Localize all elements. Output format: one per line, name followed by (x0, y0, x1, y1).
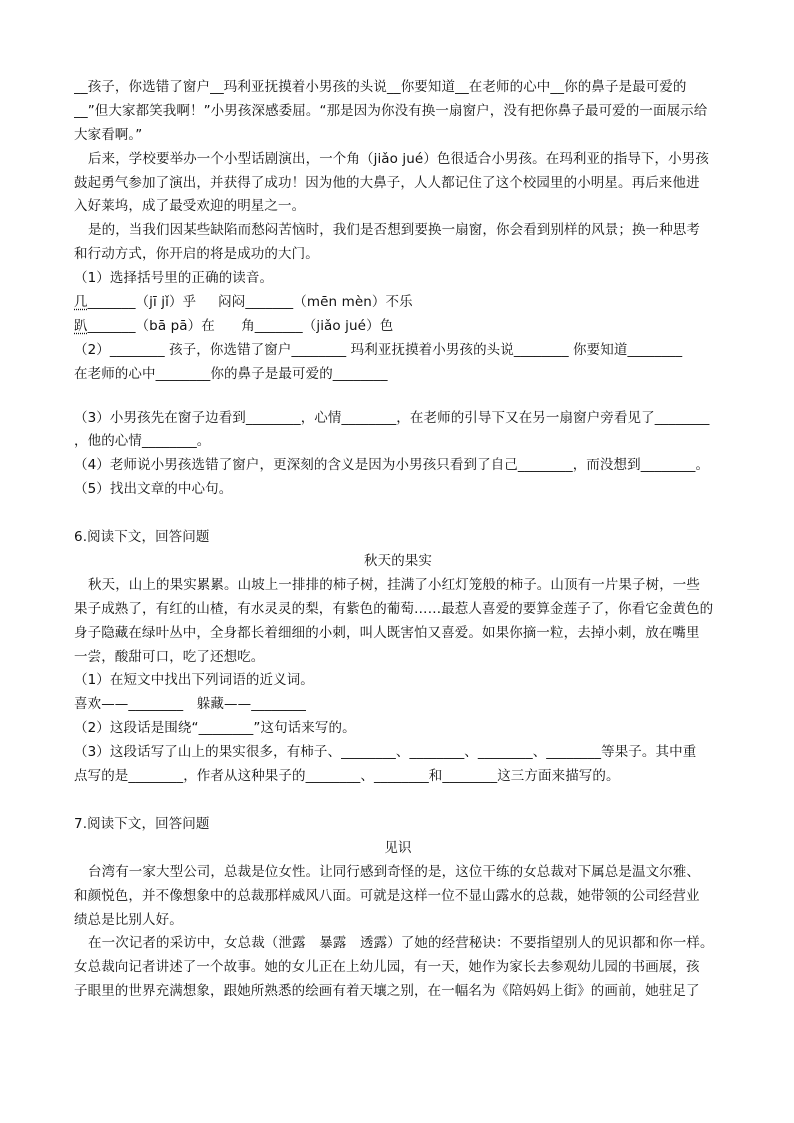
target-char: 几 (74, 294, 88, 311)
synonym-blanks[interactable]: 喜欢——________ 躲藏——________ (74, 696, 306, 713)
question-1-row-2 (74, 315, 722, 339)
pinyin-blank[interactable]: 闷闷_______（mēn mèn）不乐 (218, 294, 413, 311)
question-3-line[interactable]: ，他的心情________。 (74, 433, 211, 450)
question-1-title: （1）选择括号里的正确的读音。 (74, 270, 274, 287)
passage-line: __”但大家都笑我啊！”小男孩深感委屈。“那是因为你没有换一扇窗户，没有把你鼻子最可爱的一面展示给 (74, 102, 708, 119)
passage-line: 绩总是比别人好。 (74, 911, 183, 928)
passage-line: 大家看啊。” (74, 126, 143, 143)
section-7-heading: 7.阅读下文，回答问题 (74, 815, 210, 832)
passage-line: 后来，学校要举办一个小型话剧演出，一个角（jiǎo jué）色很适合小男孩。在玛利亚的指导下，小男孩 (88, 150, 709, 167)
question-3-line[interactable]: （3）这段话写了山上的果实很多，有柿子、________、________、________、________等果子。其中重 (74, 744, 697, 761)
passage-line: 入好莱坞，成了最受欢迎的明星之一。 (74, 198, 306, 215)
passage-line: 女总裁向记者讲述了一个故事。她的女儿正在上幼儿园，有一天，她作为家长去参观幼儿园的书画展，孩 (74, 959, 700, 976)
target-char: 趴 (74, 317, 88, 334)
pinyin-blank[interactable]: 角_______（jiǎo jué）色 (241, 317, 394, 334)
question-3-line[interactable]: 点写的是________，作者从这种果子的________、________和________这三方面来描写的。 (74, 768, 620, 785)
passage-line: 果子成熟了，有红的山楂，有水灵灵的梨，有紫色的葡萄……最惹人喜爱的要算金莲子了，你看它金黄色的 (74, 600, 714, 617)
section-6-title: 秋天的果实 (364, 553, 432, 570)
question-2-line[interactable]: 在老师的心中________你的鼻子是最可爱的________ (74, 365, 388, 382)
question-5: （5）找出文章的中心句。 (74, 481, 233, 498)
passage-line: 是的，当我们因某些缺陷而愁闷苦恼时，我们是否想到要换一扇窗，你会看到别样的风景；换一种思考 (88, 222, 700, 239)
pinyin-blank[interactable]: _______（bā pā）在 (87, 317, 215, 334)
question-4[interactable]: （4）老师说小男孩选错了窗户，更深刻的含义是因为小男孩只看到了自己________，而没想到________。 (74, 457, 710, 474)
passage-line: 身子隐藏在绿叶丛中，全身都长着细细的小刺，叫人既害怕又喜爱。如果你摘一粒，去掉小刺，放在嘴里 (74, 624, 700, 641)
passage-line: 和颜悦色，并不像想象中的总裁那样威风八面。可就是这样一位不显山露水的总裁，她带领的公司经营业 (74, 887, 700, 904)
section-7-title: 见识 (384, 839, 412, 856)
question-2[interactable]: （2）这段话是围绕“________”这句话来写的。 (74, 720, 356, 737)
passage-line: 台湾有一家大型公司，总裁是位女性。让同行感到奇怪的是，这位干练的女总裁对下属总是温文尔雅、 (88, 863, 700, 880)
passage-line: 子眼里的世界充满想象，跟她所熟悉的绘画有着天壤之别，在一幅名为《陪妈妈上街》的画前，她驻足了 (74, 983, 700, 1000)
passage-line: 一尝，酸甜可口，吃了还想吃。 (74, 648, 265, 665)
passage-line: 鼓起勇气参加了演出，并获得了成功！因为他的大鼻子，人人都记住了这个校园里的小明星。再后来他进 (74, 174, 700, 191)
section-6-heading: 6.阅读下文，回答问题 (74, 529, 210, 546)
passage-line: 在一次记者的采访中，女总裁（泄露 暴露 透露）了她的经营秘诀：不要指望别人的见识都和你一样。 (88, 935, 714, 952)
pinyin-blank[interactable]: _______（jī jǐ）乎 (87, 294, 197, 311)
question-1-title: （1）在短文中找出下列词语的近义词。 (74, 672, 314, 689)
question-2-line[interactable]: （2）________ 孩子，你选错了窗户________ 玛利亚抚摸着小男孩的头说________ 你要知道________ (74, 341, 683, 358)
question-1-row-1 (74, 291, 722, 315)
question-3-line[interactable]: （3）小男孩先在窗子边看到________，心情________，在老师的引导下又在另一扇窗户旁看见了________ (74, 409, 710, 426)
worksheet-page (74, 76, 722, 1004)
passage-line: 秋天，山上的果实累累。山坡上一排排的柿子树，挂满了小红灯笼般的柿子。山顶有一片果子树，一些 (88, 576, 700, 593)
passage-line: __孩子，你选错了窗户__玛利亚抚摸着小男孩的头说__你要知道__在老师的心中__你的鼻子是最可爱的 (74, 79, 687, 95)
passage-line: 和行动方式，你开启的将是成功的大门。 (74, 246, 319, 263)
